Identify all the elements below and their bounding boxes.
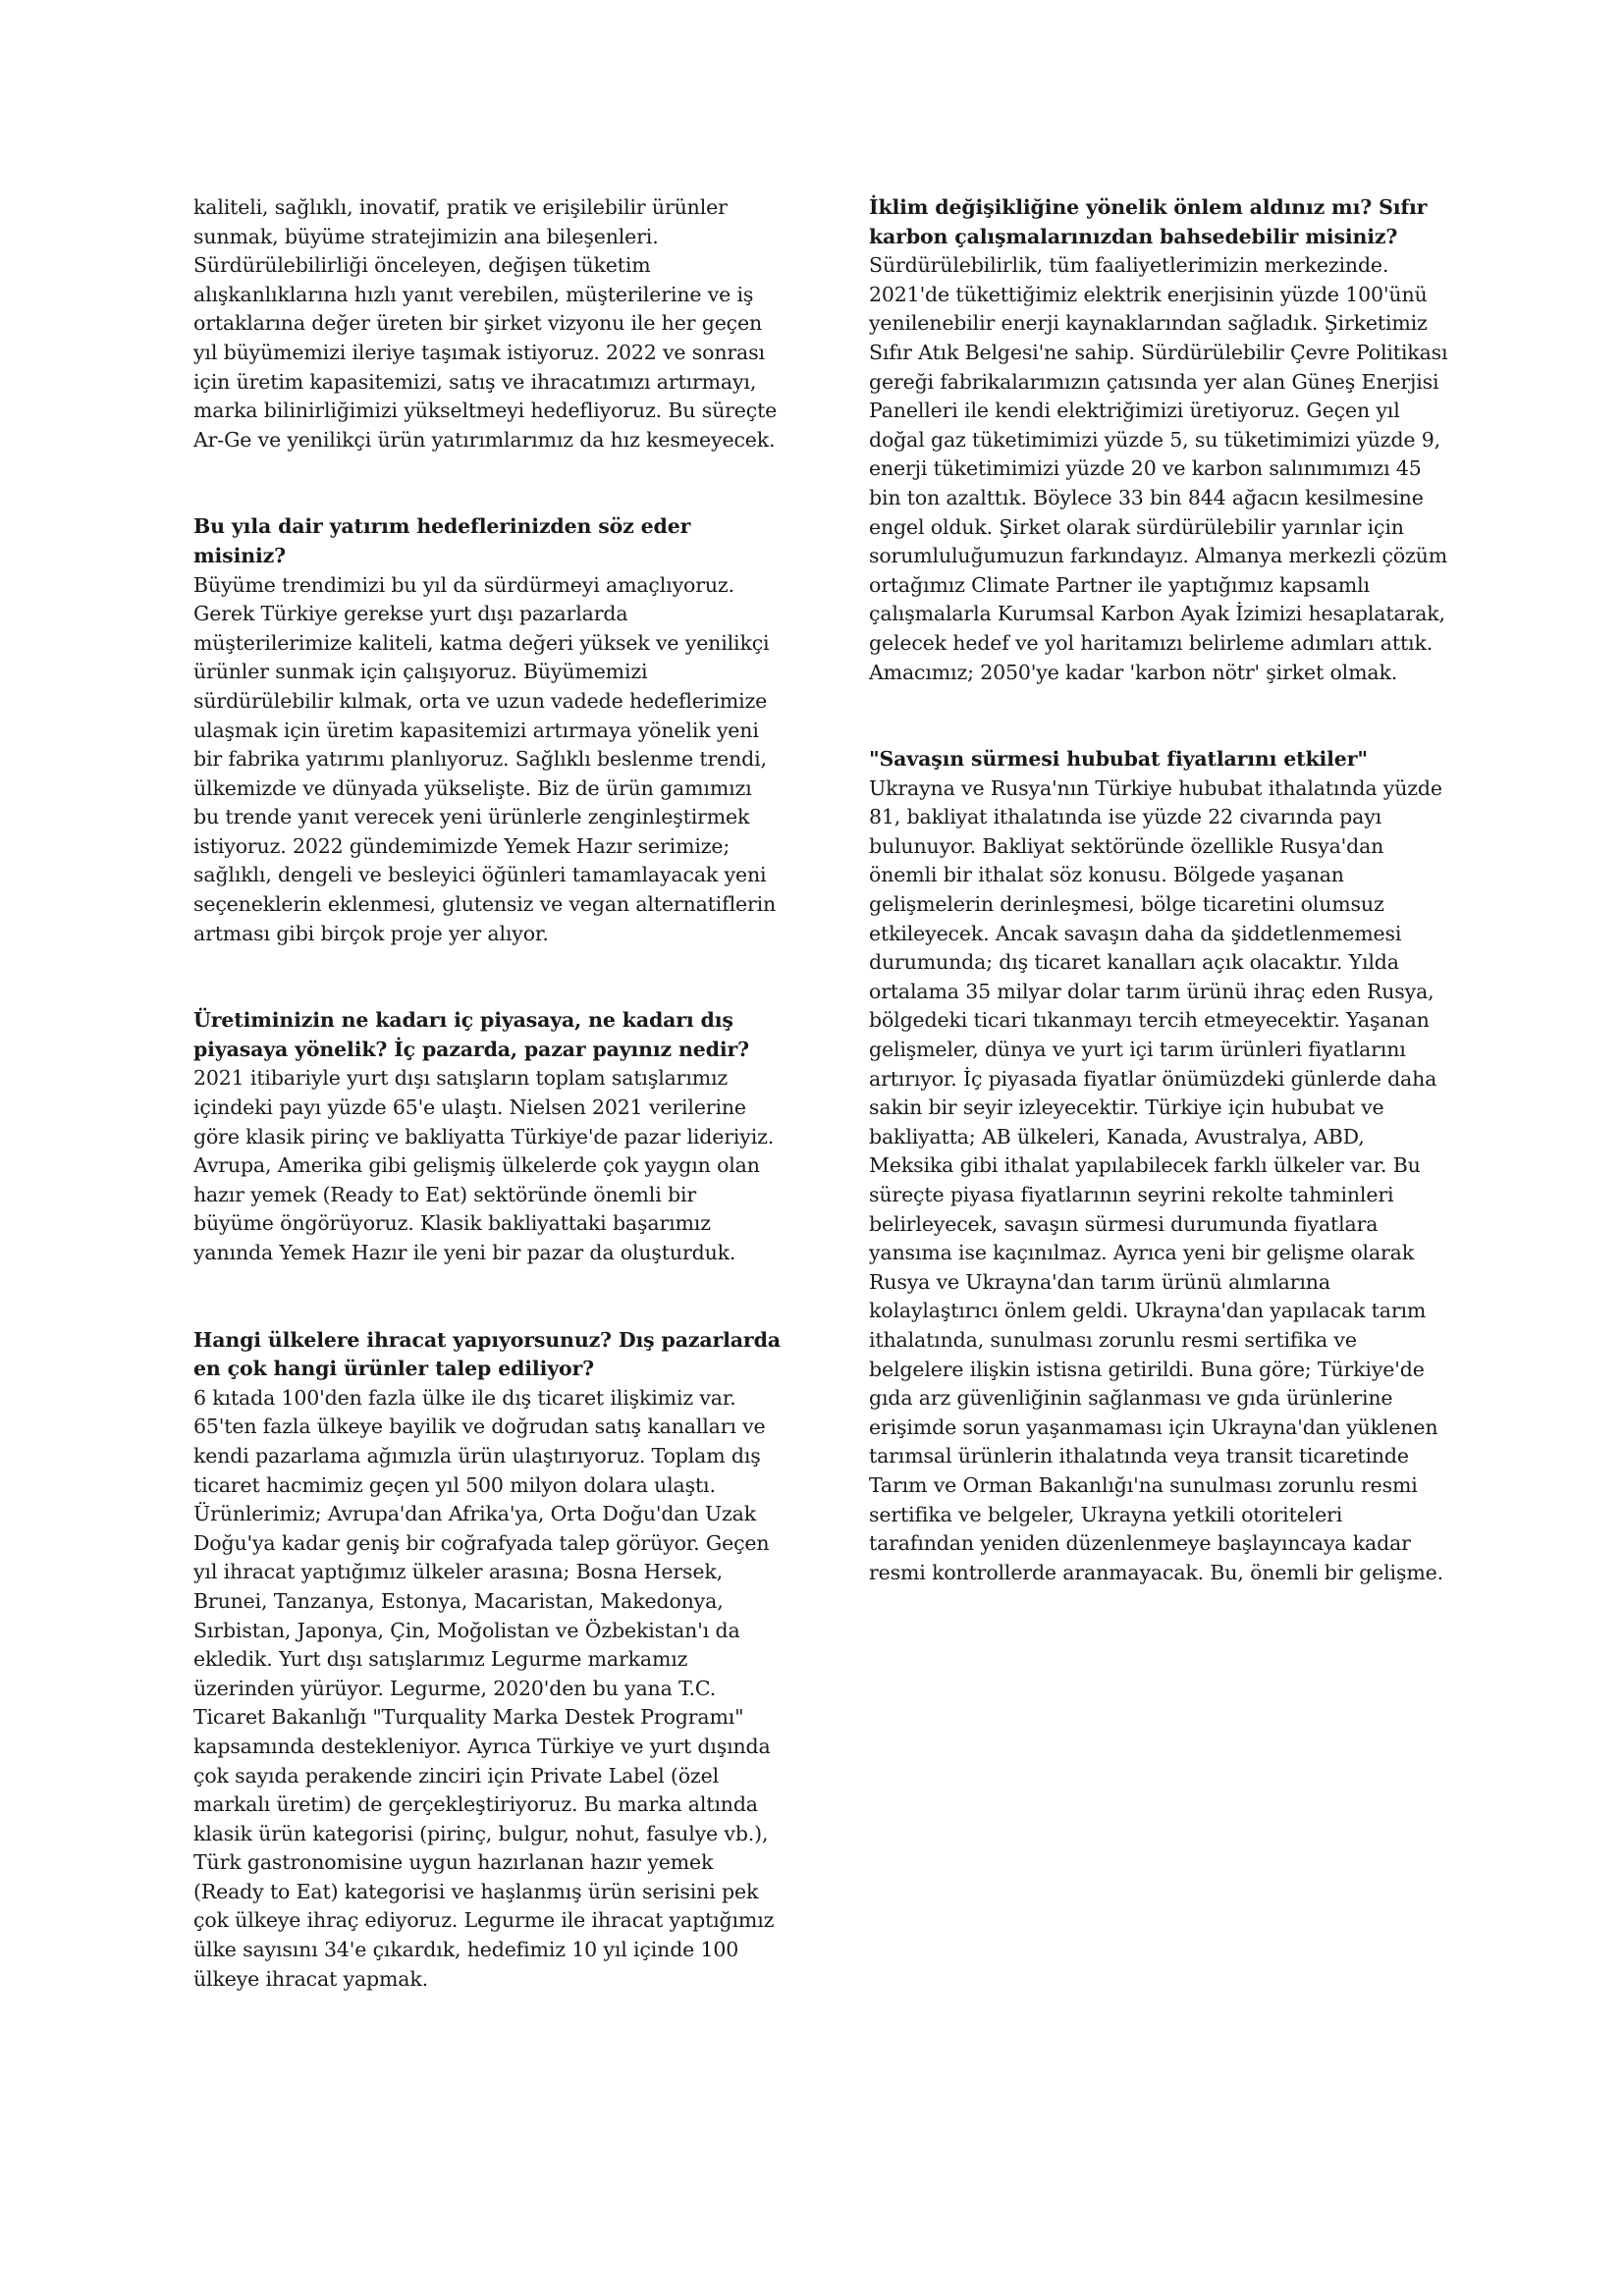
- answer-paragraph: Sürdürülebilirlik, tüm faaliyetlerimizin merkezinde. 2021'de tükettiğimiz elektrik enerjisinin yüzde 100'ünü yenilenebilir enerji kaynaklarından sağladık. Şirketimiz Sıfır Atık Belgesi'ne sahip. Sürdürülebilir Çevre Politikası gereği fabrikalarımızın çatısında yer alan Güneş Enerjisi Panelleri ile kendi elektriğimizi üretiyoruz. Geçen yıl doğal gaz tüketimimizi yüzde 5, su tüketimimizi yüzde 9, enerji tüketimimizi yüzde 20 ve karbon salınımımızı 45 bin ton azalttık. Böylece 33 bin 844 ağacın kesilmesine engel olduk. Şirket olarak sürdürülebilir yarınlar için sorumluluğumuzun farkındayız. Almanya merkezli çözüm ortağımız Climate Partner ile yaptığımız kapsamlı çalışmalarla Kurumsal Karbon Ayak İzimizi hesaplatarak, gelecek hedef ve yol haritamızı belirleme adımları attık. Amacımız; 2050'ye kadar 'karbon nötr' şirket olmak.: [869, 253, 1448, 684]
- qa-section-market-share: [193, 1006, 783, 1267]
- intro-paragraph: kaliteli, sağlıklı, inovatif, pratik ve erişilebilir ürünler sunmak, büyüme stratejimizin ana bileşenleri. Sürdürülebilirliği önceleyen, değişen tüketim alışkanlıklarına hızlı yanıt verebilen, müşterilerine ve iş ortaklarına değer üreten bir şirket vizyonu ile her geçen yıl büyümemizi ileriye taşımak istiyoruz. 2022 ve sonrası için üretim kapasitemizi, satış ve ihracatımızı artırmayı, marka bilinirliğimizi yükseltmeyi hedefliyoruz. Bu süreçte Ar-Ge ve yenilikçi ürün yatırımlarımız da hız kesmeyecek.: [193, 195, 778, 452]
- answer-paragraph: Ukrayna ve Rusya'nın Türkiye hububat ithalatında yüzde 81, bakliyat ithalatında ise yüzde 22 civarında payı bulunuyor. Bakliyat sektöründe özellikle Rusya'dan önemli bir ithalat söz konusu. Bölgede yaşanan gelişmelerin derinleşmesi, bölge ticaretini olumsuz etkileyecek. Ancak savaşın daha da şiddetlenmemesi durumunda; dış ticaret kanalları açık olacaktır. Yılda ortalama 35 milyar dolar tarım ürünü ihraç eden Rusya, bölgedeki ticari tıkanmayı tercih etmeyecektir. Yaşanan gelişmeler, dünya ve yurt içi tarım ürünleri fiyatlarını artırıyor. İç piyasada fiyatlar önümüzdeki günlerde daha sakin bir seyir izleyecektir. Türkiye için hububat ve bakliyatta; AB ülkeleri, Kanada, Avustralya, ABD, Meksika gibi ithalat yapılabilecek farklı ülkeler var. Bu süreçte piyasa fiyatlarının seyrini rekolte tahminleri belirleyecek, savaşın sürmesi durumunda fiyatlara yansıma ise kaçınılmaz. Ayrıca yeni bir gelişme olarak Rusya ve Ukrayna'dan tarım ürünü alımlarına kolaylaştırıcı önlem geldi. Ukrayna'dan yapılacak tarım ithalatında, sunulması zorunlu resmi sertifika ve belgelere ilişkin istisna getirildi. Buna göre; Türkiye'de gıda arz güvenliğinin sağlanması ve gıda ürünlerine erişimde sorun yaşanmaması için Ukrayna'dan yüklenen tarımsal ürünlerin ithalatında veya transit ticaretinde Tarım ve Orman Bakanlığı'na sunulması zorunlu resmi sertifika ve belgeler, Ukrayna yetkili otoriteleri tarafından yeniden düzenlenmeye başlayıncaya kadar resmi kontrollerde aranmayacak. Bu, önemli bir gelişme.: [869, 775, 1443, 1584]
- question-heading: Bu yıla dair yatırım hedeflerinizden söz eder misiniz?: [193, 514, 691, 567]
- question-heading: İklim değişikliğine yönelik önlem aldınız mı? Sıfır karbon çalışmalarınızdan bahsedebilir misiniz?: [869, 195, 1428, 248]
- left-column: [193, 193, 783, 2052]
- answer-paragraph: 6 kıtada 100'den fazla ülke ile dış ticaret ilişkimiz var. 65'ten fazla ülkeye bayilik ve doğrudan satış kanalları ve kendi pazarlama ağımızla ürün ulaştırıyoruz. Toplam dış ticaret hacmimiz geçen yıl 500 milyon dolara ulaştı. Ürünlerimiz; Avrupa'dan Afrika'ya, Orta Doğu'dan Uzak Doğu'ya kadar geniş bir coğrafyada talep görüyor. Geçen yıl ihracat yaptığımız ülkeler arasına; Bosna Hersek, Brunei, Tanzanya, Estonya, Macaristan, Makedonya, Sırbistan, Japonya, Çin, Moğolistan ve Özbekistan'ı da ekledik. Yurt dışı satışlarımız Legurme markamız üzerinden yürüyor. Legurme, 2020'den bu yana T.C. Ticaret Bakanlığı "Turquality Marka Destek Programı" kapsamında destekleniyor. Ayrıca Türkiye ve yurt dışında çok sayıda perakende zinciri için Private Label (özel markalı üretim) de gerçekleştiriyoruz. Bu marka altında klasik ürün kategorisi (pirinç, bulgur, nohut, fasulye vb.), Türk gastronomisine uygun hazırlanan hazır yemek (Ready to Eat) kategorisi ve haşlanmış ürün serisini pek çok ülkeye ihraç ediyoruz. Legurme ile ihracat yaptığımız ülke sayısını 34'e çıkardık, hedefimiz 10 yıl içinde 100 ülkeye ihracat yapmak.: [193, 1385, 775, 1991]
- qa-section-war-grain-prices: [869, 745, 1448, 1587]
- qa-section-investment: [193, 512, 783, 948]
- qa-section-export: [193, 1326, 783, 1995]
- question-heading: Hangi ülkelere ihracat yapıyorsunuz? Dış pazarlarda en çok hangi ürünler talep ediliyor?: [193, 1327, 781, 1381]
- qa-section-climate: [869, 193, 1448, 687]
- question-heading: Üretiminizin ne kadarı iç piyasaya, ne kadarı dış piyasaya yönelik? İç pazarda, pazar payınız nedir?: [193, 1008, 750, 1061]
- right-column: [869, 193, 1448, 1645]
- answer-paragraph: Büyüme trendimizi bu yıl da sürdürmeyi amaçlıyoruz. Gerek Türkiye gerekse yurt dışı pazarlarda müşterilerimize kaliteli, katma değeri yüksek ve yenilikçi ürünler sunmak için çalışıyoruz. Büyümemizi sürdürülebilir kılmak, orta ve uzun vadede hedeflerimize ulaşmak için üretim kapasitemizi artırmaya yönelik yeni bir fabrika yatırımı planlıyoruz. Sağlıklı beslenme trendi, ülkemizde ve dünyada yükselişte. Biz de ürün gamımızı bu trende yanıt verecek yeni ürünlerle zenginleştirmek istiyoruz. 2022 gündemimizde Yemek Hazır serimize; sağlıklı, dengeli ve besleyici öğünleri tamamlayacak yeni seçeneklerin eklenmesi, glutensiz ve vegan alternatiflerin artması gibi birçok proje yer alıyor.: [193, 572, 777, 945]
- answer-paragraph: 2021 itibariyle yurt dışı satışların toplam satışlarımız içindeki payı yüzde 65'e ulaştı. Nielsen 2021 verilerine göre klasik pirinç ve bakliyatta Türkiye'de pazar lideriyiz. Avrupa, Amerika gibi gelişmiş ülkelerde çok yaygın olan hazır yemek (Ready to Eat) sektöründe önemli bir büyüme öngörüyoruz. Klasik bakliyattaki başarımız yanında Yemek Hazır ile yeni bir pazar da oluşturduk.: [193, 1066, 775, 1264]
- section-heading: "Savaşın sürmesi hububat fiyatlarını etkiler": [869, 747, 1368, 772]
